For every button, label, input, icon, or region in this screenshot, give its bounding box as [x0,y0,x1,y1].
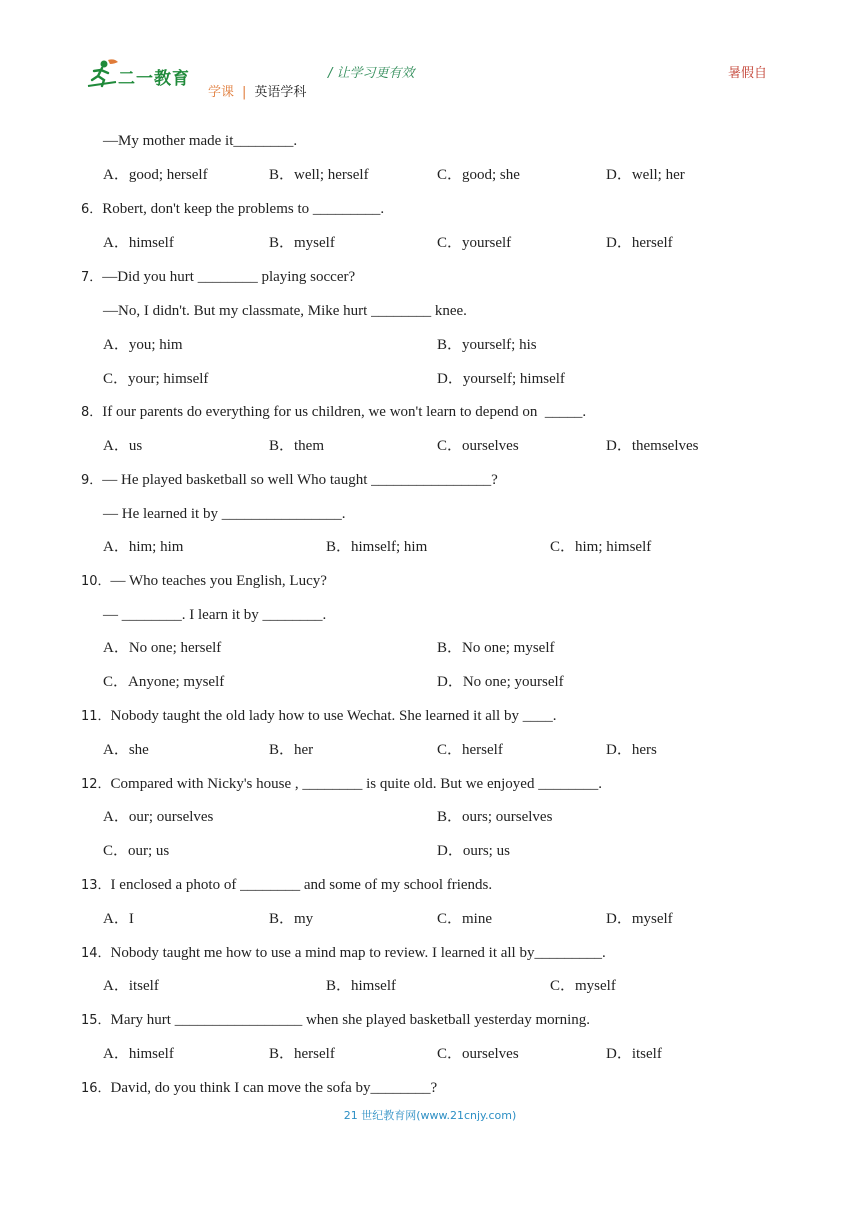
answer-option: D．themselves [606,438,699,454]
answer-option: C．your; himself [103,371,209,387]
question-stem [81,775,602,794]
answer-option: A．itself [103,978,159,994]
question-stem [81,944,606,963]
subtitle-course: 学课 [208,85,235,100]
question-text: Compared with Nicky's house , ________ is quite old. But we enjoyed ________. [110,776,602,792]
question-stem [81,471,498,490]
question-text: Mary hurt _________________ when she played basketball yesterday morning. [110,1012,591,1028]
answer-option: D．ours; us [437,843,510,859]
question-stem [81,200,384,219]
question-text: If our parents do everything for us children, we won't learn to depend on _____. [102,404,587,420]
answer-option: B．ours; ourselves [437,809,553,825]
question-stem: —No, I didn't. But my classmate, Mike hurt ________ knee. [103,303,467,319]
answer-option: C．yourself [437,235,512,251]
answer-option: A．himself [103,235,174,251]
question-text: — He played basketball so well Who taught ________________? [102,472,498,488]
question-number: 7． [81,270,103,285]
answer-option: A．good; herself [103,167,208,183]
question-stem [81,572,327,591]
question-number: 10． [81,574,111,589]
answer-option: A．himself [103,1046,174,1062]
question-text: Nobody taught me how to use a mind map to review. I learned it all by_________. [110,945,606,961]
answer-option: B．myself [269,235,335,251]
answer-option: A．you; him [103,337,183,353]
answer-option: C．our; us [103,843,170,859]
question-number: 8． [81,405,103,420]
question-stem [81,1011,590,1030]
question-stem [81,1079,437,1098]
answer-option: D．itself [606,1046,662,1062]
header-right-tag: 暑假自 [728,66,768,81]
question-text: I enclosed a photo of ________ and some of my school friends. [110,877,493,893]
question-text: Nobody taught the old lady how to use Wechat. She learned it all by ____. [110,708,557,724]
answer-option: B．himself; him [326,539,428,555]
answer-option: A．him; him [103,539,184,555]
question-stem: — He learned it by ________________. [103,506,346,522]
question-number: 14． [81,946,111,961]
answer-option: C．ourselves [437,438,519,454]
answer-option: C．mine [437,911,492,927]
answer-option: D．myself [606,911,673,927]
question-number: 12． [81,777,111,792]
answer-option: D．herself [606,235,673,251]
question-stem: —My mother made it________. [103,133,298,149]
question-text: Robert, don't keep the problems to _________. [102,201,385,217]
question-text: David, do you think I can move the sofa by________? [110,1080,438,1096]
answer-option: A．us [103,438,143,454]
answer-option: C．herself [437,742,503,758]
answer-option: C．ourselves [437,1046,519,1062]
question-stem [81,268,355,287]
subtitle-separator: | [242,85,247,100]
answer-option: C．Anyone; myself [103,674,225,690]
question-text: — Who teaches you English, Lucy? [110,573,327,589]
answer-option: B．them [269,438,324,454]
answer-option: B．herself [269,1046,335,1062]
question-number: 11． [81,709,111,724]
question-number: 6． [81,202,103,217]
question-stem [81,707,556,726]
question-stem [81,403,586,422]
page-footer: 21 世纪教育网(www.21cnjy.com) [343,1109,517,1122]
question-number: 15． [81,1013,111,1028]
answer-option: B．No one; myself [437,640,555,656]
question-text: —Did you hurt ________ playing soccer? [102,269,356,285]
subtitle-subject: 英语学科 [254,85,307,100]
question-number: 9． [81,473,103,488]
answer-option: D．hers [606,742,657,758]
answer-option: D．No one; yourself [437,674,564,690]
logo-text: 二一教育 [118,69,190,89]
answer-option: A．I [103,911,134,927]
answer-option: A．No one; herself [103,640,222,656]
question-stem: — ________. I learn it by ________. [103,607,327,623]
answer-option: B．himself [326,978,396,994]
answer-option: B．yourself; his [437,337,537,353]
header-subtitle [208,81,306,100]
question-number: 13． [81,878,111,893]
answer-option: B．well; herself [269,167,369,183]
question-number: 16． [81,1081,111,1096]
header-slogan: / 让学习更有效 [328,66,415,81]
answer-option: A．our; ourselves [103,809,214,825]
answer-option: D．yourself; himself [437,371,565,387]
answer-option: A．she [103,742,149,758]
answer-option: C．good; she [437,167,520,183]
answer-option: D．well; her [606,167,685,183]
answer-option: C．him; himself [550,539,652,555]
answer-option: B．her [269,742,314,758]
question-stem [81,876,492,895]
answer-option: B．my [269,911,314,927]
page-header [0,0,860,110]
answer-option: C．myself [550,978,616,994]
